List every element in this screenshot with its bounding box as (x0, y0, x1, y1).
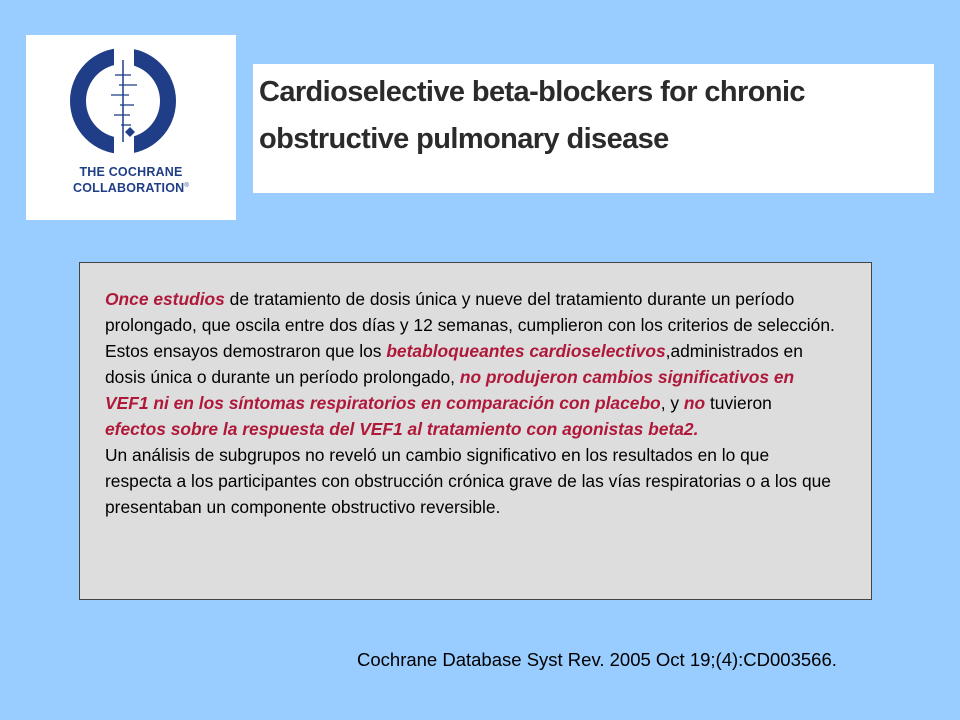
cochrane-logo (26, 35, 236, 220)
segment-highlight: no produjeron cambios significativos en VEF1 ni en los síntomas respiratorios en comparación con placebo (105, 367, 795, 413)
page-title: Cardioselective beta-blockers for chronic obstructive pulmonary disease (259, 76, 805, 155)
segment-highlight: Once estudios (105, 289, 225, 309)
summary-paragraph-2: Un análisis de subgrupos no reveló un cambio significativo en los resultados en lo que respecta a los participantes con obstrucción crónica grave de las vías respiratorias o a los que presentaban un componente obstructivo reversible. (105, 445, 831, 517)
logo-text-line2-label: COLLABORATION (72, 181, 185, 196)
cochrane-forest-plot-logo-icon (26, 35, 236, 165)
segment-text: , y (660, 393, 684, 413)
summary-text (105, 286, 835, 520)
logo-text-line1: THE COCHRANE (79, 165, 183, 179)
logo-text-line2 (26, 179, 236, 195)
title-banner (253, 64, 934, 193)
segment-text: tuvieron (705, 393, 772, 413)
summary-paragraph-1 (105, 286, 835, 442)
citation: Cochrane Database Syst Rev. 2005 Oct 19;(4):CD003566. (357, 649, 837, 670)
segment-text: de tratamiento de dosis única y nueve del tratamiento durante un período prolongado, que oscila entre dos días y 12 semanas, cumplieron con los criterios de selección. Estos ensayos demostraron que los (105, 289, 835, 361)
registered-mark: ® (184, 183, 189, 189)
segment-highlight: efectos sobre la respuesta del VEF1 al tratamiento con agonistas beta2. (105, 419, 699, 439)
segment-highlight: no (683, 393, 706, 413)
summary-box (79, 262, 872, 600)
segment-text: ,administrados en dosis única o durante un período prolongado, (105, 341, 803, 387)
segment-highlight: betabloqueantes cardioselectivos (386, 341, 666, 361)
